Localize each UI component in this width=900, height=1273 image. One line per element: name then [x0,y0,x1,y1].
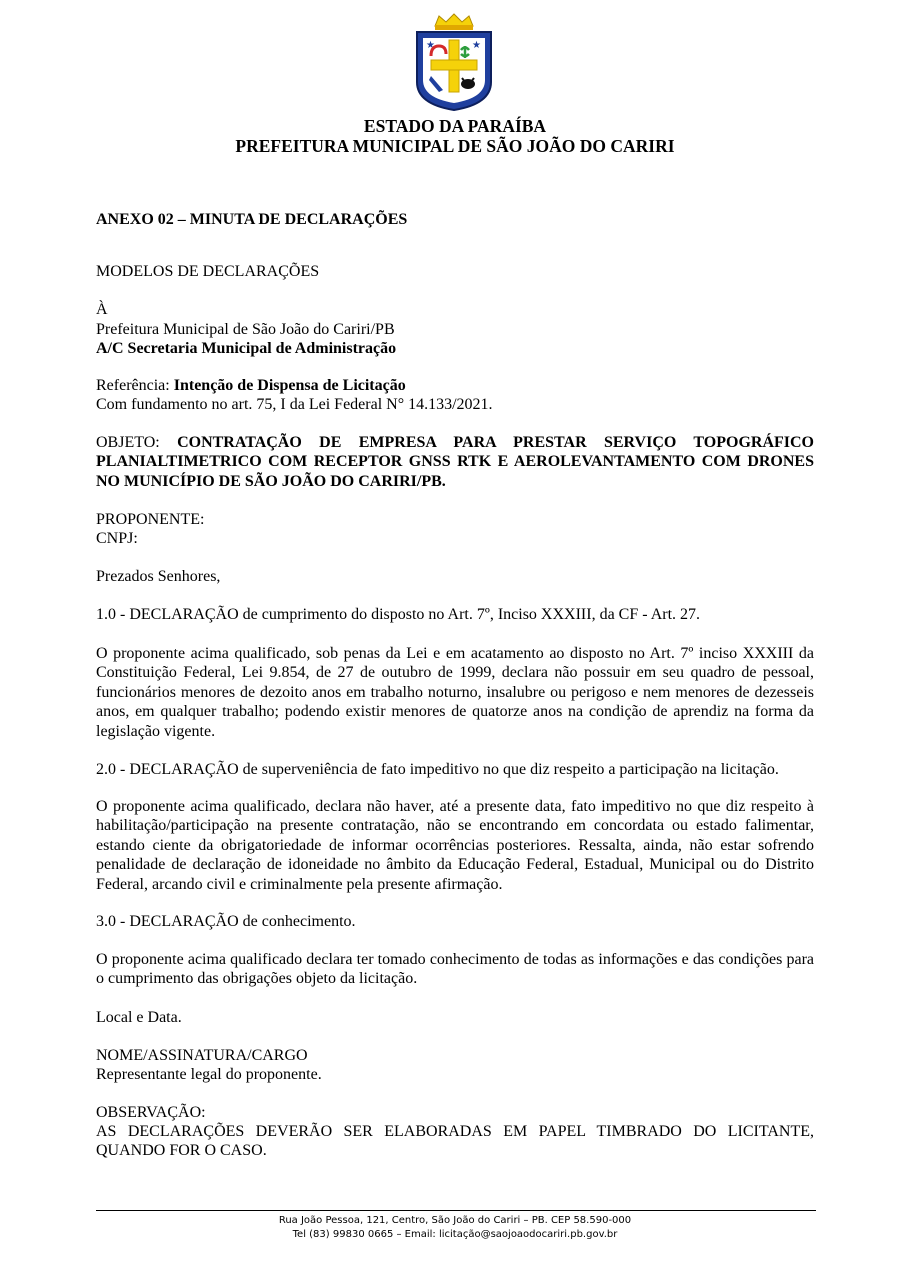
models-title: MODELOS DE DECLARAÇÕES [96,263,320,280]
footer-address: Rua João Pessoa, 121, Centro, São João do Cariri – PB. CEP 58.590-000 [278,1215,632,1226]
annex-title: ANEXO 02 – MINUTA DE DECLARAÇÕES [96,211,408,228]
observation-text: AS DECLARAÇÕES DEVERÃO SER ELABORADAS EM PAPEL TIMBRADO DO LICITANTE, QUANDO FOR O CASO. [96,1123,814,1160]
proponent-label: PROPONENTE: [96,511,205,528]
reference-value: Intenção de Dispensa de Licitação [173,377,406,394]
addressee-attention: A/C Secretaria Municipal de Administração [96,340,397,357]
declaration-3-heading: 3.0 - DECLARAÇÃO de conhecimento. [96,913,356,930]
addressee-entity: Prefeitura Municipal de São João do Cariri/PB [96,321,395,338]
footer-divider [96,1210,816,1211]
declaration-2-text: O proponente acima qualificado, declara não haver, até a presente data, fato impeditivo no que diz respeito à habilitação/participação na presente contratação, não se encontrando em concordata ou estado falimentar, estando ciente da obrigatoriedade de informar ocorrências posteriores. Ressalta, ainda, não estar sofrendo penalidade de declaração de idoneidade no âmbito da Educação Federal, Estadual, Municipal ou do Distrito Federal, arcando civil e criminalmente pela presente afirmação. [96,798,814,893]
cnpj-label: CNPJ: [96,530,138,547]
declaration-3-text: O proponente acima qualificado declara ter tomado conhecimento de todas as informações e das condições para o cumprimento das obrigações objeto da licitação. [96,951,814,988]
footer-contact: Tel (83) 99830 0665 – Email: licitação@saojoaodocariri.pb.gov.br [292,1229,618,1240]
object-paragraph [96,433,814,491]
declaration-2-heading: 2.0 - DECLARAÇÃO de superveniência de fato impeditivo no que diz respeito a participação na licitação. [96,761,779,778]
reference-basis: Com fundamento no art. 75, I da Lei Federal N° 14.133/2021. [96,396,493,413]
reference-label: Referência: [96,377,174,394]
signature-line: NOME/ASSINATURA/CARGO [96,1047,308,1064]
greeting: Prezados Senhores, [96,568,221,585]
signature-role: Representante legal do proponente. [96,1066,322,1083]
addressee-to: À [96,301,108,318]
declaration-1-heading: 1.0 - DECLARAÇÃO de cumprimento do disposto no Art. 7º, Inciso XXXIII, da CF - Art. 27. [96,606,701,623]
declaration-1-text: O proponente acima qualificado, sob penas da Lei e em acatamento ao disposto no Art. 7º inciso XXXIII da Constituição Federal, Lei 9.854, de 27 de outubro de 1999, declara não possuir em seu quadro de pessoal, funcionários menores de dezoito anos em trabalho noturno, insalubre ou perigoso e nem menores de dezesseis anos, em qualquer trabalho; podendo existir menores de quatorze anos na condição de aprendiz na forma da legislação vigente. [96,645,814,740]
svg-text:★: ★ [426,40,435,51]
place-date: Local e Data. [96,1009,182,1026]
object-value: CONTRATAÇÃO DE EMPRESA PARA PRESTAR SERVIÇO TOPOGRÁFICO PLANIALTIMETRICO COM RECEPTOR GNSS RTK E AEROLEVANTAMENTO COM DRONES NO MUNICÍPIO DE SÃO JOÃO DO CARIRI/PB. [96,434,814,490]
observation-label: OBSERVAÇÃO: [96,1104,206,1121]
reference-line [96,376,814,395]
state-title: ESTADO DA PARAÍBA [363,116,547,136]
municipality-title: PREFEITURA MUNICIPAL DE SÃO JOÃO DO CARIRI [235,136,675,156]
svg-text:★: ★ [472,40,481,51]
coat-of-arms-icon [413,12,495,112]
object-label: OBJETO: [96,434,178,451]
